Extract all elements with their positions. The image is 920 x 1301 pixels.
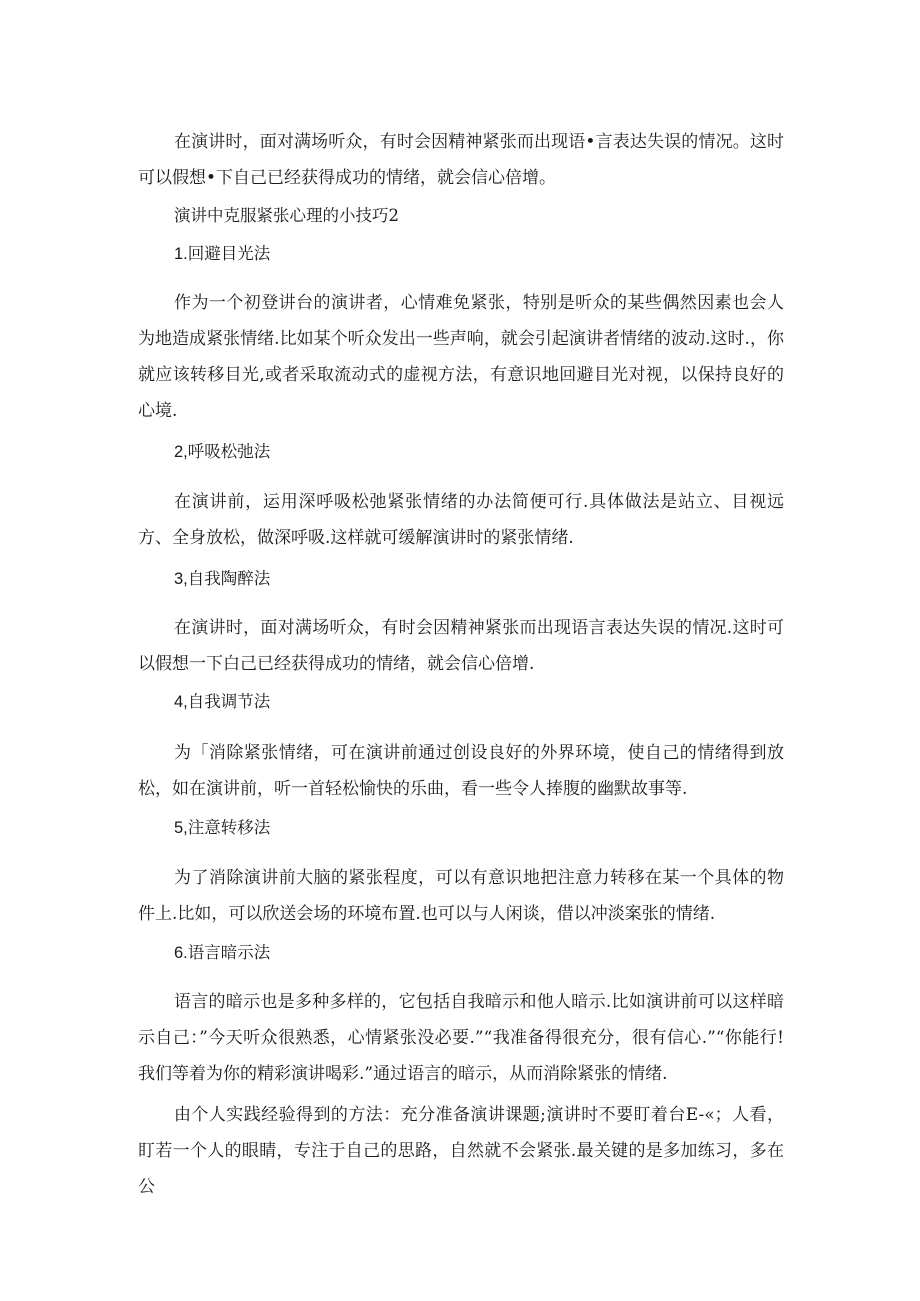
paragraph-attention-shift: 为了消除演讲前大脑的紧张程度，可以有意识地把注意力转移在某一个具体的物件上.比如，可以欣送会场的环境布置.也可以与人闲谈，借以冲淡案张的情绪.	[138, 868, 784, 924]
paragraph-intro: 在演讲时，面对满场听众，有时会因精神紧张而出现语•言表达失误的情况。这时可以假想•下自己已经获得成功的情绪，就会信心倍增。	[138, 132, 784, 188]
heading-number: 2,	[174, 443, 188, 461]
heading-text: 注意转移法	[187, 818, 271, 837]
heading-number: 6.	[174, 944, 188, 962]
heading-number: 1.	[174, 245, 188, 263]
paragraph-practice: 由个人实践经验得到的方法：充分准备演讲课题;演讲时不要盯着台E-«；人看，盯若一个人的眼睛，专注于自己的思路，自然就不会紧张.最关键的是多加练习，多在公	[138, 1105, 784, 1197]
heading-2	[174, 440, 270, 464]
heading-number: 5,	[174, 819, 188, 837]
heading-text: 自我调节法	[187, 692, 271, 711]
heading-3	[174, 567, 270, 591]
heading-number: 3,	[174, 570, 188, 588]
heading-number: 4,	[174, 693, 188, 711]
paragraph-self-intoxication: 在演讲时，面对满场听众，有时会因精神紧张而出现语言表达失误的情况.这时可以假想一下白己已经获得成功的情绪，就会信心倍增.	[138, 618, 784, 674]
heading-1	[174, 242, 270, 266]
heading-text: 呼吸松弛法	[187, 442, 271, 461]
heading-6	[174, 941, 270, 965]
heading-text: 语言暗示法	[187, 943, 271, 962]
heading-text: 回避目光法	[187, 244, 271, 263]
heading-text: 自我陶醉法	[187, 569, 271, 588]
heading-5	[174, 816, 270, 840]
paragraph-breathing: 在演讲前，运用深呼吸松弛紧张情绪的办法简便可行.具体做法是站立、目视远方、全身放松，做深呼吸.这样就可缓解演讲时的紧张情绪.	[138, 492, 784, 548]
heading-4	[174, 690, 270, 714]
section-title: 演讲中克服紧张心理的小技巧2	[174, 206, 399, 225]
paragraph-verbal-suggestion: 语言的暗示也是多种多样的，它包括自我暗示和他人暗示.比如演讲前可以这样暗示自己：”今天听众很熟悉，心情紧张没必要.”“我准备得很充分，很有信心.”“你能行!我们等着为你的精彩演讲喝彩.”通过语言的暗示，从而消除紧张的情绪.	[138, 992, 784, 1084]
paragraph-avoid-gaze: 作为一个初登讲台的演讲者，心情难免紧张，特别是听众的某些偶然因素也会人为地造成紧张情绪.比如某个听众发出一些声响，就会引起演讲者情绪的波动.这时.，你就应该转移目光,或者采取流动式的虚视方法，有意识地回避目光对视，以保持良好的心境.	[138, 293, 784, 421]
paragraph-self-adjust: 为「消除紧张情绪，可在演讲前通过创设良好的外界环境，使自己的情绪得到放松，如在演讲前，听一首轻松愉快的乐曲，看一些令人捧腹的幽默故事等.	[138, 743, 784, 799]
